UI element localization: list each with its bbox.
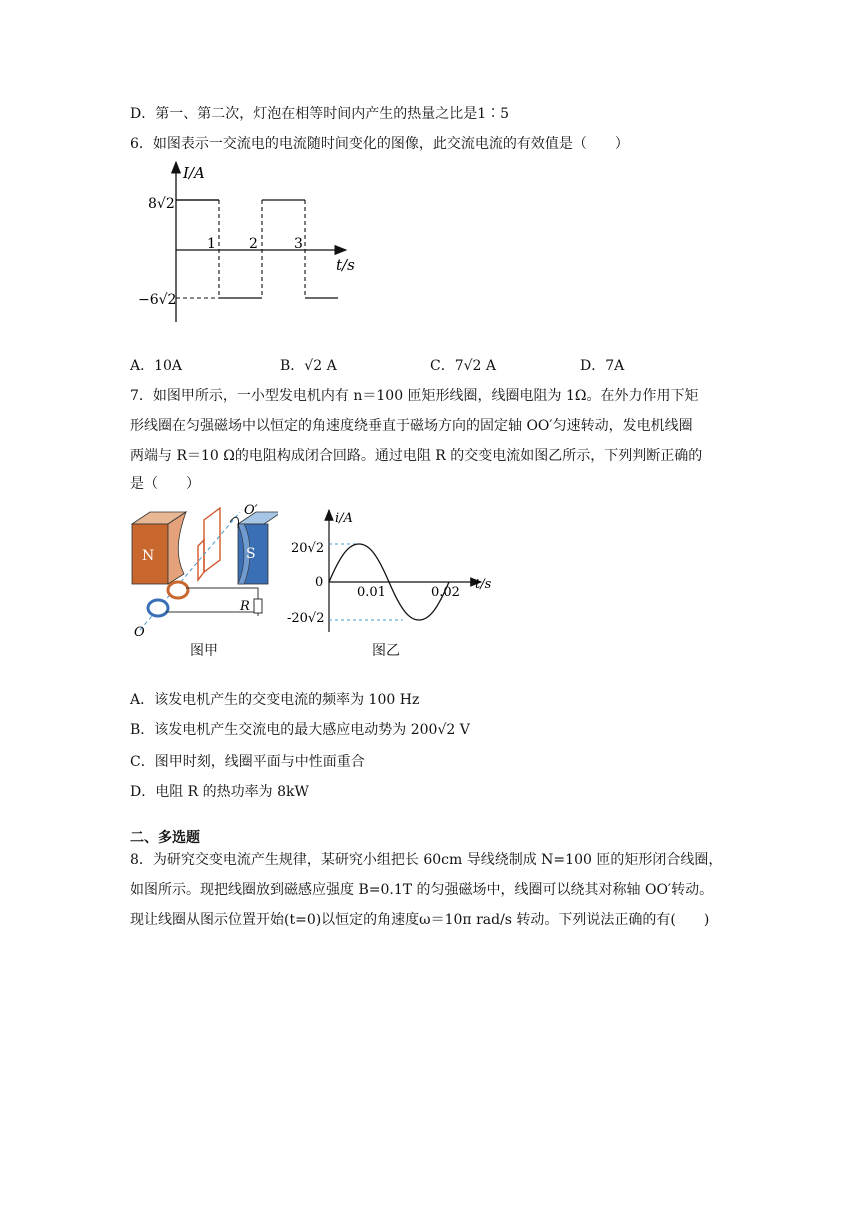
q7-option-c[interactable]: C．图甲时刻，线圈平面与中性面重合: [130, 754, 365, 770]
q7-stem-line-3: 两端与 R＝10 Ω的电阻构成闭合回路。通过电阻 R 的交变电流如图乙所示，下列判断正确的: [130, 448, 703, 464]
q7-fig-jia-caption: 图甲: [190, 643, 218, 659]
q7-x-label: t/s: [475, 577, 492, 592]
q7-axis-o: O: [134, 625, 145, 640]
q8-stem-line-2: 如图所示。现把线圈放到磁感应强度 B=0.1T 的匀强磁场中，线圈可以绕其对称轴 OO′转动。: [130, 882, 714, 898]
q5-option-d: D．第一、第二次，灯泡在相等时间内产生的热量之比是1∶5: [130, 106, 510, 122]
q7-axis-o-prime: O′: [244, 503, 258, 518]
q6-option-d[interactable]: D．7A: [580, 358, 625, 374]
q6-y-high: 8√2: [148, 196, 175, 212]
q7-stem-line-4: 是（ ）: [130, 476, 200, 492]
q6-option-b[interactable]: B．√2 A: [280, 358, 337, 374]
q7-tick-002: 0.02: [431, 585, 460, 600]
q7-resistor-r: R: [240, 599, 250, 614]
q7-option-a[interactable]: A．该发电机产生的交变电流的频率为 100 Hz: [130, 692, 420, 708]
q6-y-label: I/A: [183, 164, 205, 182]
q6-option-c[interactable]: C．7√2 A: [430, 358, 497, 374]
q7-stem-line-2: 形线圈在匀强磁场中以恒定的角速度绕垂直于磁场方向的固定轴 OO′匀速转动，发电机线圈: [130, 418, 693, 434]
q6-y-low: −6√2: [138, 292, 177, 308]
q7-tick-001: 0.01: [357, 585, 386, 600]
q6-stem: 6．如图表示一交流电的电流随时间变化的图像，此交流电流的有效值是（ ）: [130, 136, 629, 152]
q7-magnet-s: S: [246, 546, 256, 562]
q7-origin: 0: [315, 575, 324, 590]
q8-stem-line-1: 8．为研究交变电流产生规律，某研究小组把长 60cm 导线绕制成 N=100 匝的矩形闭合线圈，: [130, 852, 723, 868]
section-title-multi-choice: 二、多选题: [130, 830, 200, 846]
q7-option-d[interactable]: D．电阻 R 的热功率为 8kW: [130, 784, 309, 800]
q7-fig-yi-caption: 图乙: [372, 643, 400, 659]
q6-tick-1: 1: [207, 236, 216, 252]
q6-option-a[interactable]: A．10A: [130, 358, 183, 374]
q7-y-high: 20√2: [291, 541, 325, 556]
q7-option-b[interactable]: B．该发电机产生交流电的最大感应电动势为 200√2 V: [130, 722, 470, 738]
q6-x-label: t/s: [336, 256, 355, 274]
q7-generator-figure: [128, 500, 278, 660]
q7-stem-line-1: 7．如图甲所示，一小型发电机内有 n＝100 匝矩形线圈，线圈电阻为 1Ω。在外力作用下矩: [130, 388, 699, 404]
q7-y-low: -20√2: [287, 611, 325, 626]
q8-stem-line-3: 现让线圈从图示位置开始(t=0)以恒定的角速度ω＝10π rad/s 转动。下列说法正确的有( ): [130, 912, 710, 928]
q7-magnet-n: N: [142, 548, 155, 564]
q6-tick-3: 3: [294, 236, 303, 252]
q7-current-graph: [285, 504, 505, 634]
q6-current-graph: [130, 158, 360, 324]
q7-y-label: i/A: [335, 511, 353, 526]
q6-tick-2: 2: [249, 236, 258, 252]
